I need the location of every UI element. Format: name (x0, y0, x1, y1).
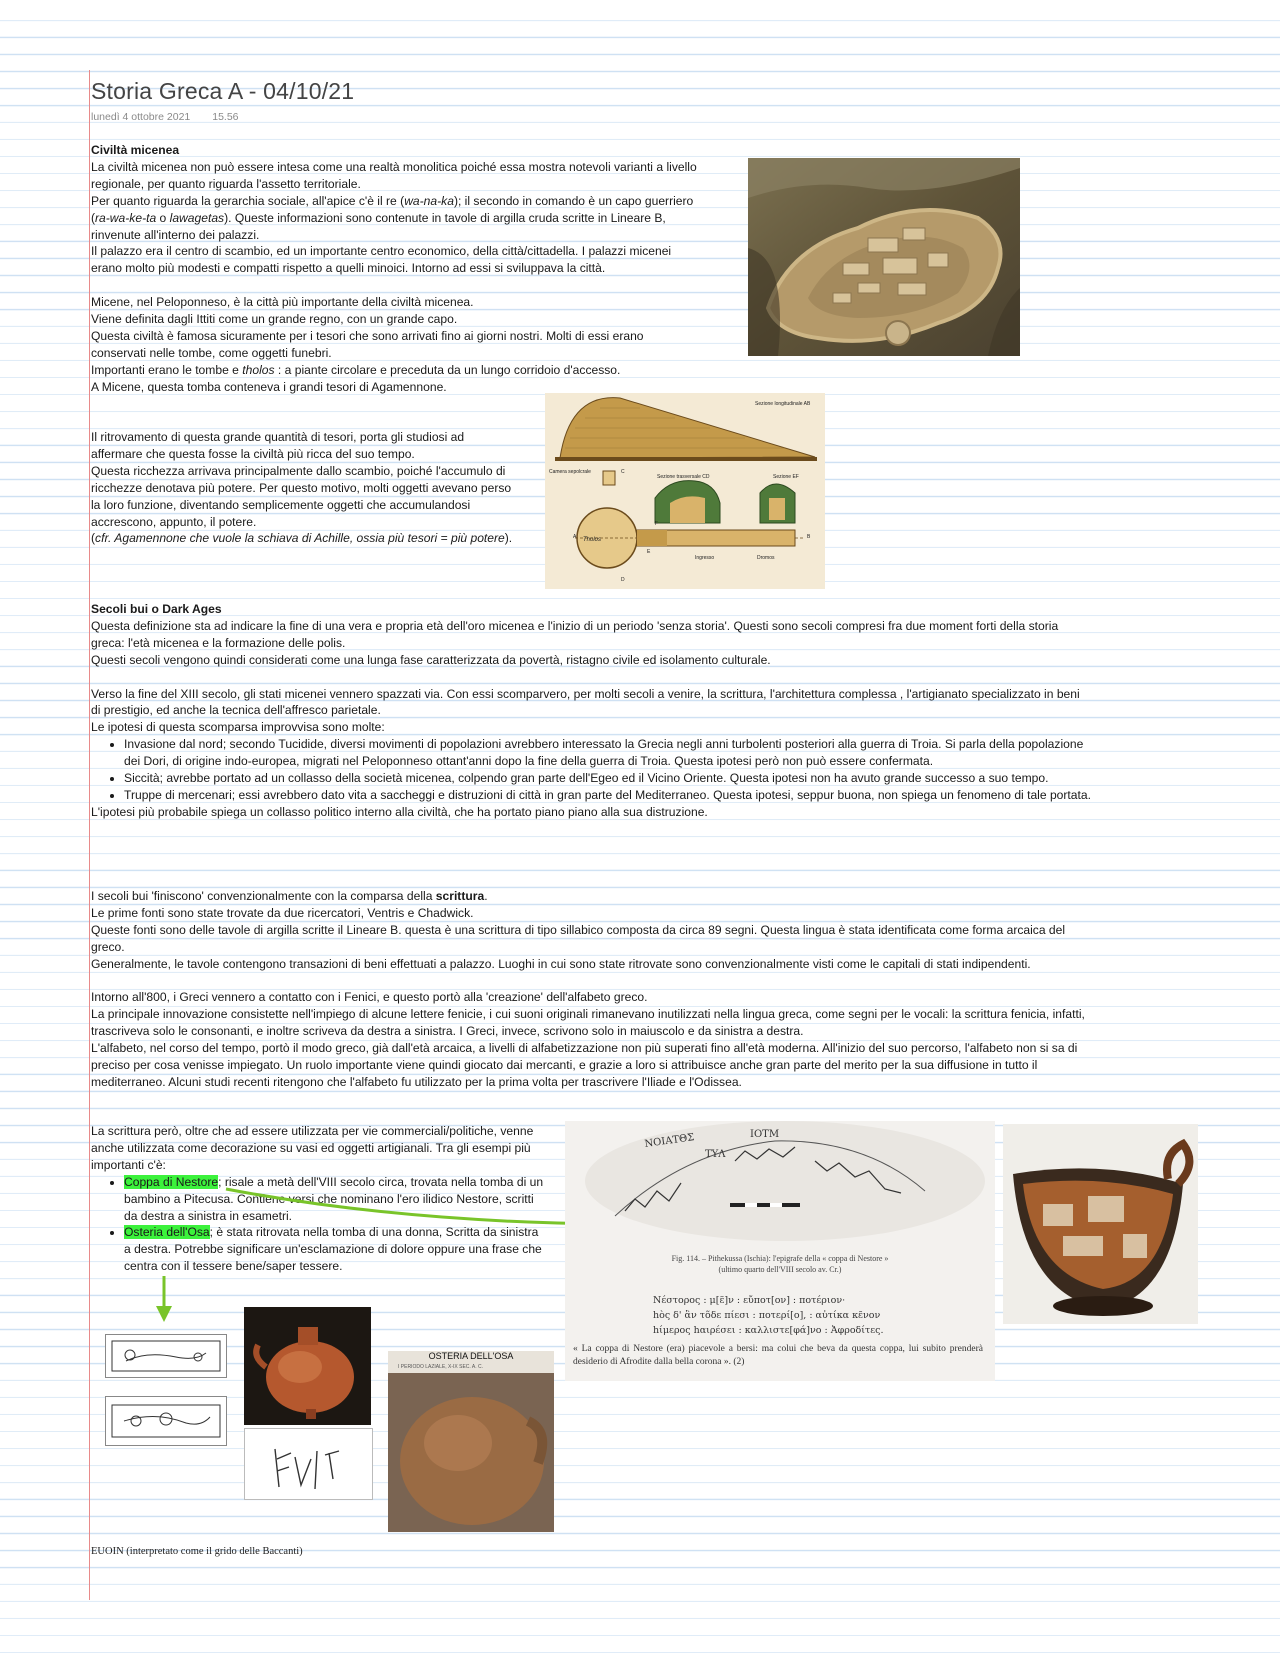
arrowhead-icon (156, 1306, 172, 1322)
paragraph: La principale innovazione consistette nell'impiego di alcune lettere fenicie, i cui suoni originali rimanevano inutilizzati nella lingua greca, come segni per le vocali: la scrittura fenicia, infatti, trascriveva solo le consonanti, e inoltre scriveva da destra a sinistra. I Greci, invece, scrivono solo in maiuscolo e da sinistra a destra. (91, 1007, 1085, 1039)
paragraph: L'alfabeto, nel corso del tempo, portò il modo greco, già dall'età arcaica, a livelli di alfabetizzazione non più superati fino all'età moderna. All'inizio del suo percorso, l'alfabeto non si sa di preciso per cosa venisse impiegato. Un ruolo importante viene quindi giocato dai mercanti, e grazie a loro si attribuisce anche gran parte del merito per la sua diffusione in tutto il mediterraneo. Alcuni studi recenti ritengono che l'alfabeto fu utilizzato per la prima volta per trascrivere l'Iliade e l'Odissea. (91, 1041, 1078, 1089)
diagram-label: Sezione EF (773, 474, 799, 480)
paragraph: (cfr. Agamennone che vuole la schiava di Achille, ossia più tesori = più potere). (91, 531, 513, 546)
euoin-caption: EUOIN (interpretato come il grido delle Baccanti) (91, 1546, 303, 1557)
arrow-right-icon (226, 1189, 608, 1224)
paragraph: Verso la fine del XIII secolo, gli stati micenei vennero spazzati via. Con essi scomparvero, per molti secoli a venire, la scrittura, l'architettura complessa , l'artigianato specializzato in beni di prestigio, ed anche la tecnica dell'affresco parietale. (91, 686, 1080, 718)
paragraph: La civiltà micenea non può essere intesa come una realtà monolitica poiché essa mostra notevoli varianti a livello regionale, per quanto riguarda l'assetto territoriale. (91, 159, 697, 191)
diagram-label: Camera sepolcrale (549, 469, 591, 475)
diagram-label: Sezione longitudinale AB (755, 401, 811, 407)
paragraph: I secoli bui 'finiscono' convenzionalmente con la comparsa della scrittura. (91, 889, 488, 903)
page-title: Storia Greca A - 04/10/21 (91, 78, 355, 104)
paragraph: Le prime fonti sono state trovate da due ricercatori, Ventris e Chadwick. (91, 905, 474, 920)
paragraph: L'ipotesi più probabile spiega un collasso politico interno alla civiltà, che ha portato piano piano alla sua distruzione. (91, 804, 708, 819)
osteria-museum-photo (388, 1351, 554, 1532)
paragraph: La scrittura però, oltre che ad essere utilizzata per vie commerciali/politiche, venne anche utilizzata come decorazione su vasi ed oggetti artigianali. Tra gli esempi più importanti c'è: (91, 1124, 534, 1172)
list-item: • Truppe di mercenari; essi avrebbero dato vita a saccheggi e distruzioni di città in gran parte del Mediterraneo. Questa ipotesi, seppur buona, non spiega un fenomeno di tale portata. (124, 787, 1091, 804)
inscription-sketch (244, 1428, 373, 1500)
diagram-label: Dromos (757, 555, 775, 561)
diagram-letter: F (655, 521, 659, 527)
paragraph: A Micene, questa tomba conteneva i grandi tesori di Agamennone. (91, 379, 447, 394)
inscription-fragment: ΤΥΛ (705, 1149, 726, 1160)
paragraph: Micene, nel Peloponneso, è la città più importante della civiltà micenea. (91, 295, 474, 310)
burial-sketch-2 (105, 1396, 227, 1446)
osteria-photo-subtitle: I PERIODO LAZIALE, X-IX SEC. A. C. (398, 1364, 484, 1370)
list-item: • Siccità; avrebbe portato ad un collasso della società micenea, colpendo gran parte dell'Egeo ed il Vicino Oriente. Questa ipotesi non ha avuto grande successo a suo tempo. (124, 770, 1091, 787)
coppa-di-nestore-figure (565, 1121, 995, 1381)
paragraph: Il palazzo era il centro di scambio, ed un importante centro economico, della città/cittadella. I palazzi micenei erano molto più modesti e compatti rispetto a quelli minoici. Intorno ad essi si sviluppava la città. (91, 244, 672, 276)
diagram-letter: A (573, 534, 577, 540)
paragraph: Queste fonti sono delle tavole di argilla scritte il Lineare B. questa è una scrittura di tipo sillabico composta da circa 89 segni. Questa lingua è stata identificata come forma arcaica del greco. (91, 922, 1066, 954)
nestore-cup-photo (1003, 1124, 1198, 1324)
inscription-fragment: ΝΟΙΑΤΘΣ (643, 1132, 695, 1150)
list-item: • Invasione dal nord; secondo Tucidide, diversi movimenti di popolazioni avrebbero interessato la Grecia negli anni turbolenti posteriori alla guerra di Troia. Si parla della popolazione dei Dori, di origine indo-europea, migrati nel Peloponneso ottant'anni dopo la fine della guerra di Troia. Questa ipotesi però non può essere confermata. (124, 736, 1091, 770)
diagram-letter: C (621, 469, 625, 475)
diagram-letter: D (621, 577, 625, 583)
paragraph: Questi secoli vengono quindi considerati come una lunga fase caratterizzata da povertà, ristagno civile ed isolamento culturale. (91, 652, 771, 667)
paragraph: Per quanto riguarda la gerarchia sociale, all'apice c'è il re (wa-na-ka); il secondo in comando è un capo guerriero (ra-wa-ke-ta o lawagetas). Queste informazioni sono contenute in tavole di argilla cruda scritte in Lineare B, rinvenute all'interno dei palazzi. (91, 193, 694, 242)
page-date: lunedì 4 ottobre 2021 (91, 111, 191, 123)
diagram-letter: B (807, 534, 811, 540)
diagram-label: Ingresso (695, 555, 715, 561)
paragraph: Questa definizione sta ad indicare la fine di una vera e propria età dell'oro micenea e l'inizio di un periodo 'senza storia'. Questi sono secoli compresi fra due moment forti della storia greca: l'età micenea e la formazione delle polis. (91, 618, 1059, 650)
diagram-letter: E (647, 549, 651, 555)
page-time: 15.56 (212, 111, 239, 123)
list-item-osteria-dell-osa: • Osteria dell'Osa; è stata ritrovata nella tomba di una donna, Scritta da sinistra a destra. Potrebbe significare un'esclamazione di dolore oppure una frase che centra con il tessere bene/saper tessere. (124, 1224, 546, 1275)
greek-text: Νέστορος : μ[ε̃]ν : εὔποτ[ον] : ποτέριον· hὸς δ' ἂν τõδε πίεσι : ποτερί[ο], : αὐτίκα κε̃νον hίμερος hαιρέσει : καλλιστε[φά]νο : Ἀφροδίτες. (653, 1295, 884, 1336)
diagram-label: Tholos (583, 537, 602, 543)
paragraph: Generalmente, le tavole contengono transazioni di beni effettuati a palazzo. Luoghi in cui sono state ritrovate sono convenzionalmente visti come le capitali di stati indipendenti. (91, 956, 1031, 971)
osteria-photo-title: OSTERIA DELL'OSA (428, 1351, 514, 1361)
translation-text: « La coppa di Nestore (era) piacevole a bersi: ma colui che beva da questa coppa, lui subito prenderà desiderio di Afrodite dalla bella corona ». (2) (573, 1344, 983, 1367)
section-heading: Secoli bui o Dark Ages (91, 602, 222, 616)
diagram-label: Sezione trasversale CD (657, 474, 710, 480)
list-item-coppa-di-nestore: • Coppa di Nestore; risale a metà dell'VIII secolo circa, trovata nella tomba di un bambino a Pitecusa. Contiene versi che nominano l'ero ilidico Nestore, scritti da destra a sinistra in esametri. (124, 1174, 546, 1225)
inscription-fragment: ΙΟΤΜ (750, 1129, 780, 1140)
burial-sketch-1 (105, 1334, 227, 1378)
highlight-coppa-di-nestore: Coppa di Nestore (124, 1174, 219, 1189)
figure-caption: Fig. 114. – Pithekussa (Ischia): l'epigrafe della « coppa di Nestore » (ultimo quarto dell'VIII secolo av. Cr.) (671, 1254, 889, 1274)
paragraph: Intorno all'800, i Greci vennero a contatto con i Fenici, e questo portò alla 'creazione' dell'alfabeto greco. (91, 990, 648, 1005)
highlight-osteria-dell-osa: Osteria dell'Osa (124, 1225, 210, 1240)
osteria-vase-photo (244, 1307, 371, 1425)
paragraph: Questa ricchezza arrivava principalmente dallo scambio, poiché l'accumulo di ricchezze denotava più potere. Per questo motivo, molti oggetti avevano perso la loro funzione, diventando semplicemente oggetti che accumulandosi accrescono, appunto, il potere. (91, 463, 512, 529)
paragraph: Questa civiltà è famosa sicuramente per i tesori che sono arrivati fino ai giorni nostri. Molti di essi erano conservati nelle tombe, come oggetti funebri. (91, 328, 644, 360)
section-heading: Civiltà micenea (91, 143, 180, 157)
paragraph: Il ritrovamento di questa grande quantità di tesori, porta gli studiosi ad affermare che questa fosse la civiltà più ricca del suo tempo. (91, 430, 465, 461)
paragraph: Viene definita dagli Ittiti come un grande regno, con un grande capo. (91, 312, 458, 327)
paragraph: Le ipotesi di questa scomparsa improvvisa sono molte: (91, 720, 385, 735)
paragraph: Importanti erano le tombe e tholos : a piante circolare e preceduta da un lungo corridoio d'accesso. (91, 362, 621, 377)
